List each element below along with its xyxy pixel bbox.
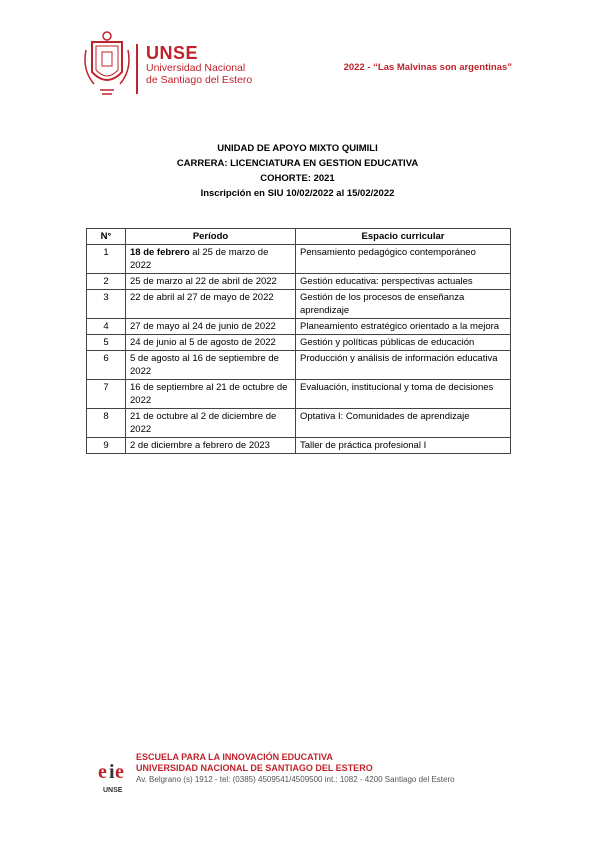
period-start-bold: 18 de febrero <box>130 247 190 258</box>
row-curricular-space: Gestión de los procesos de enseñanza aprendizaje <box>296 290 511 319</box>
schedule-table <box>86 228 511 454</box>
title-line-3: COHORTE: 2021 <box>260 173 335 184</box>
svg-text:e: e <box>98 761 107 783</box>
motto: 2022 - “Las Malvinas son argentinas” <box>343 62 512 73</box>
row-number: 8 <box>87 409 126 438</box>
row-curricular-space: Pensamiento pedagógico contemporáneo <box>296 245 511 274</box>
row-curricular-space: Producción y análisis de información educativa <box>296 351 511 380</box>
header-curricular-space: Espacio curricular <box>296 229 511 245</box>
row-number: 9 <box>87 438 126 454</box>
row-period: 21 de octubre al 2 de diciembre de 2022 <box>126 409 296 438</box>
footer-line-1: ESCUELA PARA LA INNOVACIÓN EDUCATIVA <box>136 752 333 762</box>
row-period: 24 de junio al 5 de agosto de 2022 <box>126 335 296 351</box>
table-row <box>87 380 511 409</box>
table-row <box>87 319 511 335</box>
title-line-2: CARRERA: LICENCIATURA EN GESTION EDUCATIVA <box>176 158 419 169</box>
unse-wordmark <box>136 44 252 94</box>
unse-line-2: de Santiago del Estero <box>146 74 253 86</box>
title-line-1: UNIDAD DE APOYO MIXTO QUIMILI <box>217 143 378 154</box>
table-row <box>87 335 511 351</box>
row-curricular-space: Planeamiento estratégico orientado a la mejora <box>296 319 511 335</box>
row-number: 3 <box>87 290 126 319</box>
title-line-4: Inscripción en SIU 10/02/2022 al 15/02/2022 <box>200 188 395 199</box>
row-number: 5 <box>87 335 126 351</box>
university-seal-icon <box>82 30 132 100</box>
page-header <box>82 30 512 110</box>
table-row <box>87 409 511 438</box>
unse-title: UNSE <box>146 43 199 63</box>
table-row <box>87 245 511 274</box>
footer-address: Av. Belgrano (s) 1912 - tel: (0385) 4509541/4509500 int.: 1082 - 4200 Santiago del Estero <box>136 775 455 784</box>
footer-text <box>136 752 455 785</box>
table-row <box>87 438 511 454</box>
table-row <box>87 274 511 290</box>
row-period: 27 de mayo al 24 de junio de 2022 <box>126 319 296 335</box>
table-header-row <box>87 229 511 245</box>
header-number: N° <box>87 229 126 245</box>
row-period: 22 de abril al 27 de mayo de 2022 <box>126 290 296 319</box>
row-number: 6 <box>87 351 126 380</box>
row-number: 7 <box>87 380 126 409</box>
row-period: 5 de agosto al 16 de septiembre de 2022 <box>126 351 296 380</box>
row-number: 4 <box>87 319 126 335</box>
row-curricular-space: Optativa I: Comunidades de aprendizaje <box>296 409 511 438</box>
table-row <box>87 290 511 319</box>
header-period: Período <box>126 229 296 245</box>
document-title-block <box>0 141 595 201</box>
svg-text:i: i <box>109 761 115 783</box>
page-footer <box>98 748 498 798</box>
eie-logo-icon <box>98 758 130 796</box>
row-curricular-space: Gestión y políticas públicas de educación <box>296 335 511 351</box>
row-period: 16 de septiembre al 21 de octubre de 2022 <box>126 380 296 409</box>
row-curricular-space: Taller de práctica profesional I <box>296 438 511 454</box>
row-number: 1 <box>87 245 126 274</box>
footer-line-2: UNIVERSIDAD NACIONAL DE SANTIAGO DEL ESTERO <box>136 763 373 773</box>
row-period: 2 de diciembre a febrero de 2023 <box>126 438 296 454</box>
row-period: 25 de marzo al 22 de abril de 2022 <box>126 274 296 290</box>
table-row <box>87 351 511 380</box>
period-rest: al 25 de marzo de 2022 <box>130 247 269 271</box>
eie-logo-text: UNSE <box>103 787 123 794</box>
unse-line-1: Universidad Nacional <box>146 62 246 74</box>
row-curricular-space: Evaluación, institucional y toma de decisiones <box>296 380 511 409</box>
svg-text:e: e <box>115 761 124 783</box>
row-period <box>126 245 296 274</box>
row-curricular-space: Gestión educativa: perspectivas actuales <box>296 274 511 290</box>
row-number: 2 <box>87 274 126 290</box>
